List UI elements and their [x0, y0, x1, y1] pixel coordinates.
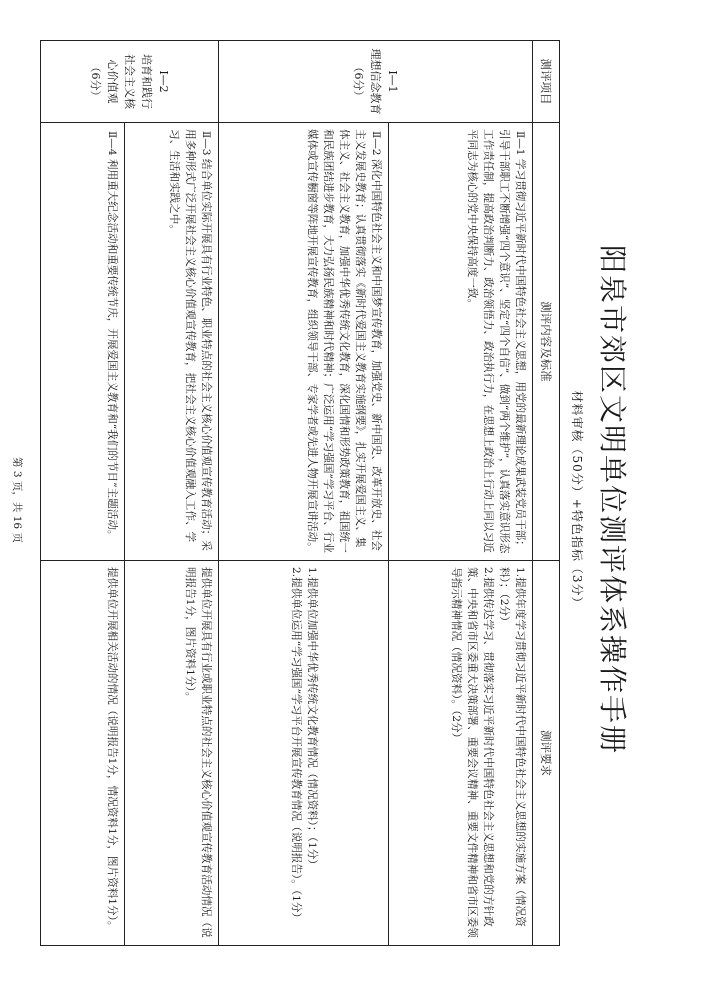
item-name: 培育和践行 — [139, 54, 153, 109]
table-header-row — [533, 41, 560, 946]
column-header-content: 测评内容及标准 — [533, 123, 560, 561]
item-code: Ⅰ—2 — [156, 70, 170, 93]
item-name: 心价值观 — [105, 59, 119, 104]
requirement-cell — [389, 561, 533, 946]
requirement-cell — [41, 561, 125, 946]
content-cell — [125, 123, 218, 561]
requirement-text: 1.提供年度学习贯彻习近平新时代中国特色社会主义思想的实施方案（情况资料）；（2分） 2.提供传达学习、贯彻落实习近平新时代中国特色社会主义思想和党的方针政策、中央和省市区委重大决策部署、重要会议精神、重要文件精神和省市区委领导指示精神情况（情况资料）。（2分） — [450, 567, 526, 938]
requirement-text: 提供单位开展具有行业或职业特点的社会主义核心价值观宣传教育活动情况（说明报告1分，图片资料1分）。 — [183, 567, 212, 938]
item-name: 理想信念教育 — [368, 48, 382, 115]
content-cell — [218, 123, 389, 561]
requirement-cell — [218, 561, 389, 946]
item-score: （6分） — [351, 61, 365, 102]
item-score: （6分） — [88, 61, 102, 102]
content-text: Ⅱ—4 利用重大纪念活动和重要传统节庆，开展爱国主义教育和“我们的节日”主题活动。 — [106, 131, 119, 541]
evaluation-item-cell — [218, 41, 532, 123]
table-row — [389, 41, 533, 946]
requirement-text: 1.提供单位加强中华优秀传统文化教育情况（情况资料）；（1分） 2.提供单位运用“学习强国”学习平台开展宣传教育情况（说明报告）。（1分） — [289, 567, 318, 924]
table-row — [125, 41, 218, 946]
item-name: 社会主义核 — [122, 54, 136, 109]
column-header-item: 测评项目 — [533, 41, 560, 123]
column-header-requirement: 测评要求 — [533, 561, 560, 946]
document-subtitle: 材料审核（50分）+特色指标（3分） — [570, 390, 584, 610]
document-title: 阳泉市郊区文明单位测评体系操作手册 — [596, 244, 629, 755]
table-row — [218, 41, 389, 946]
table-row — [41, 41, 125, 946]
content-cell — [389, 123, 533, 561]
requirement-text: 提供单位开展相关活动的情况（说明报告1分，情况资料1分，图片资料1分）。 — [106, 567, 119, 932]
content-cell — [41, 123, 125, 561]
content-text: Ⅱ—2 深化中国特色社会主义和中国梦宣传教育，加强党史、新中国史、改革开放史、社会主义发展史教育；认真贯彻落实《新时代爱国主义教育实施纲要》，扎实开展爱国主义、集体主义、社会主义教育，加强中华优秀传统文化教育，深化国情和形势政策教育，祖国统一和民族团结进步教育，大力弘扬民族精神和时代精神；广泛运用“学习强国”学习平台、行业媒体或宣传橱窗等阵地开展宣传教育，组织领导干部、专家学者或先进人物开展宣讲活动。 — [306, 129, 383, 553]
requirement-cell — [125, 561, 218, 946]
content-text: Ⅱ—1 学习贯彻习近平新时代中国特色社会主义思想，用党的最新理论成果武装党员干部；引导干部职工不断增强“四个意识”、坚定“四个自信”、做到“两个维护”，认真落实意识形态工作责任制，提高政治判断力、政治领悟力、政治执行力，在思想上政治上行动上同以习近平同志为核心的党中央保持高度一致。 — [466, 129, 526, 554]
item-code: Ⅰ—1 — [385, 70, 399, 93]
page-number: 第 3 页，共 16 页 — [11, 457, 23, 543]
evaluation-item-cell — [41, 41, 219, 123]
content-text: Ⅱ—3 结合单位实际开展具有行业特色、职业特点的社会主义核心价值观宣传教育活动；采用多种形式广泛开展社会主义核心价值观宣传教育，把社会主义核心价值观融入工作、学习、生活和实践之中。 — [167, 129, 212, 551]
evaluation-table — [40, 40, 560, 946]
